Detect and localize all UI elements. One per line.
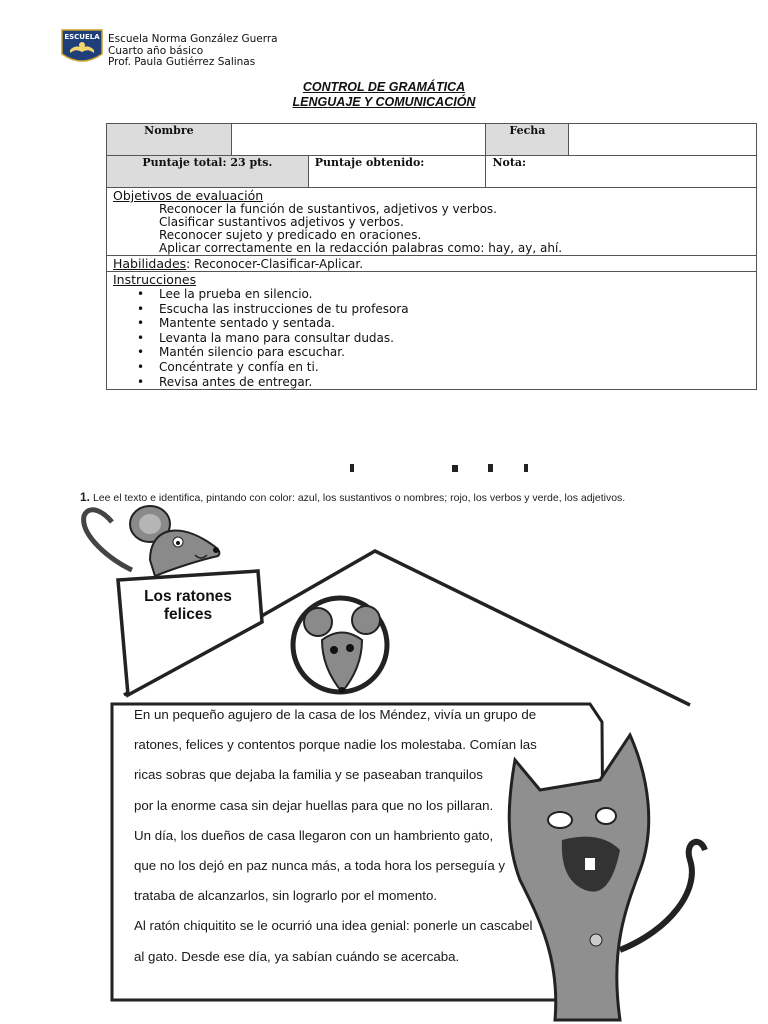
name-field[interactable] <box>231 124 486 156</box>
story-text <box>134 700 574 972</box>
list-item: • Mantente sentado y sentada. <box>159 316 750 331</box>
list-item: • Revisa antes de entregar. <box>159 375 750 390</box>
title-line-1: CONTROL DE GRAMÁTICA <box>302 80 466 94</box>
date-field[interactable] <box>569 124 757 156</box>
teacher-name: Prof. Paula Gutiérrez Salinas <box>108 56 256 68</box>
exercise-text: Lee el texto e identifica, pintando con color: azul, los sustantivos o nombres; rojo, los verbos y verde, los adjetivos. <box>92 492 626 504</box>
instructions-title: Instrucciones <box>113 272 197 287</box>
window-mouse-icon <box>293 598 387 693</box>
instructions-section <box>107 272 757 390</box>
story-line: por la enorme casa sin dejar huellas para que no los pillaran. <box>134 797 494 813</box>
story-line: ratones, felices y contentos porque nadie los molestaba. Comían las <box>134 737 537 753</box>
total-score-label: Puntaje total: 23 pts. <box>107 156 309 188</box>
info-table <box>106 123 757 390</box>
document-title <box>0 80 768 110</box>
list-item: • Levanta la mano para consultar dudas. <box>159 331 750 346</box>
objective-item: Reconocer sujeto y predicado en oraciones. <box>159 228 422 242</box>
story-line: Al ratón chiquitito se le ocurrió una idea genial: ponerle un cascabel <box>134 918 533 934</box>
story-line: En un pequeño agujero de la casa de los Méndez, vivía un grupo de <box>134 707 537 722</box>
objective-item: Reconocer la función de sustantivos, adjetivos y verbos. <box>159 202 497 216</box>
story-title-line-2: felices <box>163 606 213 623</box>
skills-title: Habilidades <box>113 256 187 271</box>
story-line: trataba de alcanzarlos, sin lograrlo por el momento. <box>134 888 438 904</box>
cropped-heading-remnant <box>340 462 540 472</box>
logo-text: ESCUELA <box>64 33 100 41</box>
obtained-score-label: Puntaje obtenido: <box>308 156 486 188</box>
title-line-2: LENGUAJE Y COMUNICACIÓN <box>292 95 476 109</box>
grade-label: Nota: <box>486 156 757 188</box>
skills-text: : Reconocer-Clasificar-Aplicar. <box>186 257 364 271</box>
objective-item: Aplicar correctamente en la redacción palabras como: hay, ay, ahí. <box>159 241 563 255</box>
exercise-number: 1. <box>80 490 91 504</box>
objective-item: Clasificar sustantivos adjetivos y verbos. <box>159 215 404 229</box>
list-item: • Lee la prueba en silencio. <box>159 287 750 302</box>
date-label: Fecha <box>486 124 569 156</box>
story-line: al gato. Desde ese día, ya sabían cuándo se acercaba. <box>134 948 460 964</box>
school-info <box>108 34 278 69</box>
objectives-title: Objetivos de evaluación <box>113 188 264 203</box>
list-item: • Concéntrate y confía en ti. <box>159 360 750 375</box>
school-name: Escuela Norma González Guerra <box>108 33 278 45</box>
story-line: ricas sobras que dejaba la familia y se paseaban tranquilos <box>134 767 483 783</box>
story-line: que no los dejó en paz nunca más, a toda hora los perseguía y <box>134 858 506 874</box>
instructions-list <box>113 287 750 389</box>
story-title <box>118 588 258 624</box>
school-logo <box>60 28 104 68</box>
story-line: Un día, los dueños de casa llegaron con un hambriento gato, <box>134 827 494 843</box>
list-item: • Escucha las instrucciones de tu profesora <box>159 302 750 317</box>
name-label: Nombre <box>107 124 232 156</box>
grade-level: Cuarto año básico <box>108 44 204 57</box>
skills-section <box>107 256 757 272</box>
story-title-line-1: Los ratones <box>144 588 232 605</box>
objectives-section <box>107 188 757 256</box>
list-item: • Mantén silencio para escuchar. <box>159 345 750 360</box>
peeking-mouse-icon <box>84 506 220 576</box>
